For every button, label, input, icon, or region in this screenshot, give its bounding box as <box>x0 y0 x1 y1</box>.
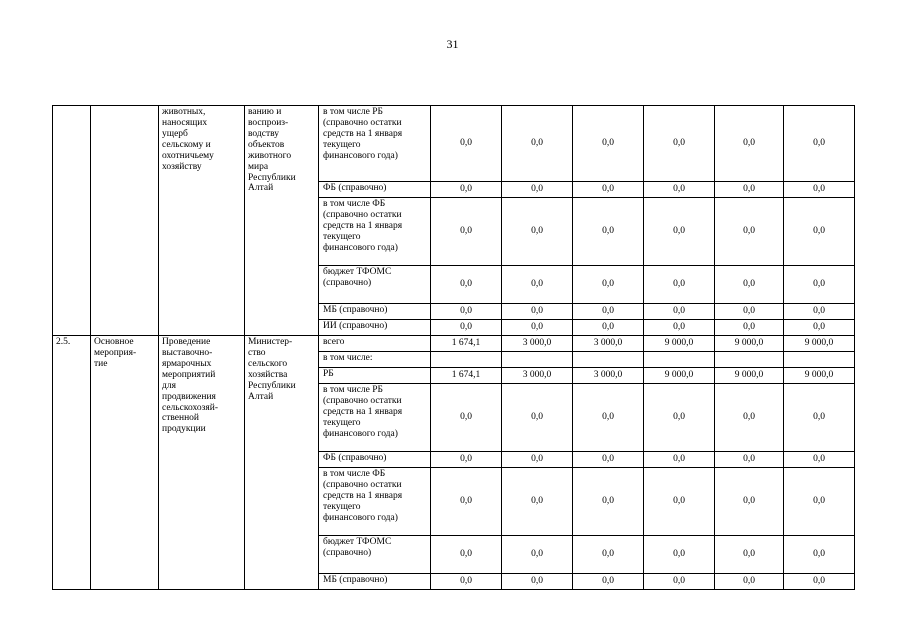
funding-source-cell: ФБ (справочно) <box>319 182 431 198</box>
amount-cell <box>431 352 502 368</box>
amount-cell: 0,0 <box>573 320 644 336</box>
amount-cell: 0,0 <box>573 198 644 266</box>
amount-cell: 1 674,1 <box>431 336 502 352</box>
amount-cell: 0,0 <box>431 452 502 468</box>
amount-cell <box>644 352 715 368</box>
amount-cell: 0,0 <box>431 320 502 336</box>
funding-source-cell: всего <box>319 336 431 352</box>
item-number-cell <box>53 106 91 336</box>
amount-cell: 0,0 <box>431 304 502 320</box>
amount-cell: 3 000,0 <box>502 336 573 352</box>
amount-cell: 0,0 <box>715 452 784 468</box>
amount-cell: 1 674,1 <box>431 368 502 384</box>
amount-cell: 0,0 <box>644 468 715 536</box>
amount-cell: 3 000,0 <box>573 336 644 352</box>
amount-cell: 0,0 <box>431 384 502 452</box>
funding-source-cell: бюджет ТФОМС (справочно) <box>319 266 431 304</box>
amount-cell: 0,0 <box>573 182 644 198</box>
amount-cell: 0,0 <box>573 384 644 452</box>
amount-cell: 9 000,0 <box>644 368 715 384</box>
funding-source-cell: в том числе: <box>319 352 431 368</box>
amount-cell: 0,0 <box>573 574 644 590</box>
amount-cell: 9 000,0 <box>715 368 784 384</box>
amount-cell: 0,0 <box>644 198 715 266</box>
amount-cell: 0,0 <box>502 266 573 304</box>
amount-cell: 0,0 <box>715 574 784 590</box>
amount-cell: 0,0 <box>573 304 644 320</box>
amount-cell: 0,0 <box>644 266 715 304</box>
amount-cell: 0,0 <box>644 384 715 452</box>
amount-cell <box>715 352 784 368</box>
amount-cell: 0,0 <box>715 106 784 182</box>
amount-cell: 0,0 <box>431 468 502 536</box>
amount-cell <box>502 352 573 368</box>
funding-source-cell: ИИ (справочно) <box>319 320 431 336</box>
amount-cell: 0,0 <box>573 468 644 536</box>
amount-cell: 0,0 <box>502 198 573 266</box>
item-type-cell: Основное мероприя- тие <box>91 336 159 590</box>
amount-cell: 0,0 <box>502 536 573 574</box>
funding-source-cell: ФБ (справочно) <box>319 452 431 468</box>
amount-cell: 0,0 <box>644 320 715 336</box>
amount-cell: 0,0 <box>715 320 784 336</box>
table-row <box>53 106 855 182</box>
amount-cell: 0,0 <box>715 468 784 536</box>
table-body <box>53 106 855 590</box>
amount-cell: 0,0 <box>431 574 502 590</box>
amount-cell: 0,0 <box>644 182 715 198</box>
item-number-cell: 2.5. <box>53 336 91 590</box>
amount-cell: 0,0 <box>431 266 502 304</box>
amount-cell: 9 000,0 <box>784 368 855 384</box>
amount-cell: 0,0 <box>784 304 855 320</box>
amount-cell: 0,0 <box>502 468 573 536</box>
amount-cell: 0,0 <box>502 106 573 182</box>
amount-cell <box>573 352 644 368</box>
amount-cell: 0,0 <box>644 574 715 590</box>
amount-cell: 0,0 <box>784 574 855 590</box>
funding-source-cell: в том числе РБ (справочно остатки средств на 1 января текущего финансового года) <box>319 106 431 182</box>
amount-cell: 0,0 <box>784 198 855 266</box>
amount-cell: 0,0 <box>502 384 573 452</box>
amount-cell: 0,0 <box>715 198 784 266</box>
funding-source-cell: в том числе ФБ (справочно остатки средств на 1 января текущего финансового года) <box>319 198 431 266</box>
item-executor-cell: Министер- ство сельского хозяйства Республики Алтай <box>245 336 319 590</box>
amount-cell: 0,0 <box>431 536 502 574</box>
funding-source-cell: в том числе РБ (справочно остатки средств на 1 января текущего финансового года) <box>319 384 431 452</box>
table-row <box>53 336 855 352</box>
amount-cell: 0,0 <box>502 320 573 336</box>
amount-cell: 9 000,0 <box>644 336 715 352</box>
amount-cell: 0,0 <box>573 266 644 304</box>
amount-cell: 0,0 <box>573 536 644 574</box>
amount-cell <box>784 352 855 368</box>
funding-source-cell: РБ <box>319 368 431 384</box>
budget-table <box>52 105 855 590</box>
amount-cell: 0,0 <box>431 182 502 198</box>
item-executor-cell: ванию и воспроиз- водству объектов животного мира Республики Алтай <box>245 106 319 336</box>
item-type-cell <box>91 106 159 336</box>
funding-source-cell: МБ (справочно) <box>319 304 431 320</box>
amount-cell: 0,0 <box>715 304 784 320</box>
amount-cell: 0,0 <box>644 536 715 574</box>
amount-cell: 0,0 <box>573 106 644 182</box>
amount-cell: 0,0 <box>644 106 715 182</box>
amount-cell: 0,0 <box>431 198 502 266</box>
funding-source-cell: бюджет ТФОМС (справочно) <box>319 536 431 574</box>
amount-cell: 9 000,0 <box>784 336 855 352</box>
amount-cell: 0,0 <box>784 320 855 336</box>
amount-cell: 0,0 <box>502 574 573 590</box>
funding-source-cell: в том числе ФБ (справочно остатки средств на 1 января текущего финансового года) <box>319 468 431 536</box>
amount-cell: 0,0 <box>784 384 855 452</box>
amount-cell: 0,0 <box>784 468 855 536</box>
amount-cell: 0,0 <box>573 452 644 468</box>
amount-cell: 0,0 <box>715 266 784 304</box>
amount-cell: 0,0 <box>431 106 502 182</box>
amount-cell: 0,0 <box>502 452 573 468</box>
amount-cell: 0,0 <box>784 182 855 198</box>
amount-cell: 0,0 <box>502 304 573 320</box>
amount-cell: 0,0 <box>784 266 855 304</box>
item-name-cell: Проведение выставочно- ярмарочных мероприятий для продвижения сельскохозяй- ственной продукции <box>159 336 245 590</box>
page-number: 31 <box>446 37 459 51</box>
amount-cell: 0,0 <box>715 384 784 452</box>
amount-cell: 3 000,0 <box>573 368 644 384</box>
funding-source-cell: МБ (справочно) <box>319 574 431 590</box>
amount-cell: 0,0 <box>784 452 855 468</box>
item-name-cell: животных, наносящих ущерб сельскому и охотничьему хозяйству <box>159 106 245 336</box>
amount-cell: 3 000,0 <box>502 368 573 384</box>
amount-cell: 0,0 <box>784 536 855 574</box>
amount-cell: 0,0 <box>715 182 784 198</box>
amount-cell: 0,0 <box>715 536 784 574</box>
amount-cell: 9 000,0 <box>715 336 784 352</box>
amount-cell: 0,0 <box>644 304 715 320</box>
amount-cell: 0,0 <box>784 106 855 182</box>
amount-cell: 0,0 <box>502 182 573 198</box>
amount-cell: 0,0 <box>644 452 715 468</box>
